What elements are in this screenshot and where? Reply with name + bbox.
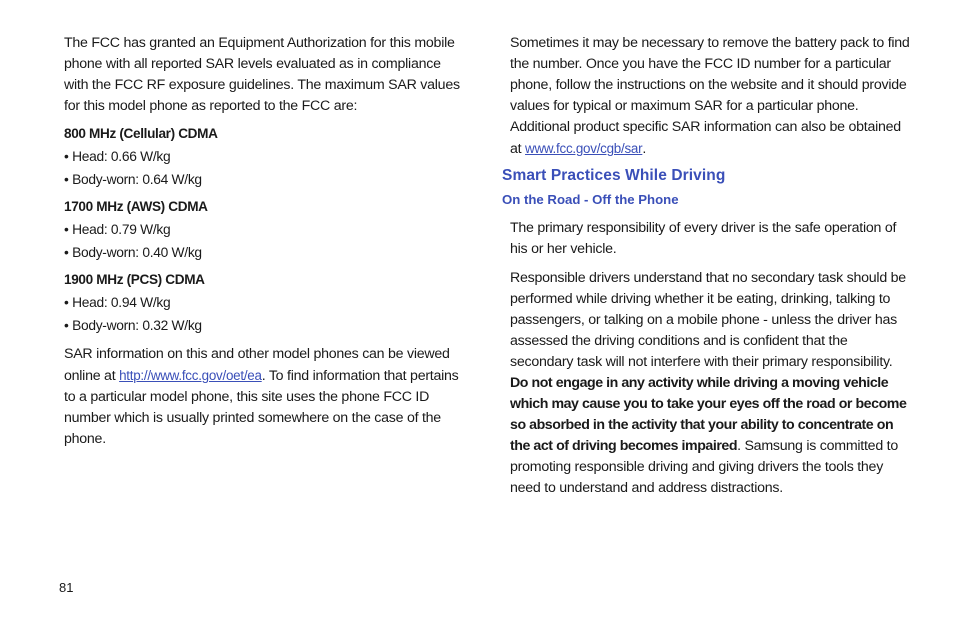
- fcc-cgb-sar-link[interactable]: www.fcc.gov/cgb/sar: [525, 141, 643, 156]
- right-column: [502, 33, 910, 499]
- fcc-intro-paragraph: The FCC has granted an Equipment Authorization for this mobile phone with all reported SAR levels evaluated as in compliance with the FCC RF exposure guidelines. The maximum SAR values for this model phone as reported to the FCC are:: [64, 35, 460, 114]
- responsible-drivers-text: Responsible drivers understand that no secondary task should be performed while driving whether it be eating, drinking, talking to passengers, or talking on a mobile phone - unless the driver has assessed the driving conditions and is confident that the secondary task will not interfere with their primary responsibility.: [510, 270, 906, 370]
- responsible-drivers-paragraph: [502, 268, 910, 499]
- spec-block-800: [64, 124, 460, 190]
- spec-head-value: • Head: 0.94 W/kg: [64, 295, 171, 310]
- spec-block-1900: [64, 270, 460, 336]
- spec-head-value: • Head: 0.66 W/kg: [64, 149, 171, 164]
- left-column: [64, 33, 460, 450]
- sar-info-text: SAR information on this and other model phones can be viewed online at: [64, 346, 450, 384]
- driver-responsibility-paragraph: The primary responsibility of every driver is the safe operation of his or her vehicle.: [510, 220, 897, 257]
- samsung-commitment-text: . Samsung is committed to promoting responsible driving and giving drivers the tools they need to understand and address distractions.: [510, 438, 898, 496]
- section-title: Smart Practices While Driving: [502, 167, 726, 184]
- spec-body-value: • Body-worn: 0.64 W/kg: [64, 172, 202, 187]
- spec-block-1700: [64, 197, 460, 263]
- spec-heading: 1900 MHz (PCS) CDMA: [64, 272, 205, 287]
- page-number: 81: [59, 580, 74, 595]
- driving-warning-bold: Do not engage in any activity while driving a moving vehicle which may cause you to take your eyes off the road or become so absorbed in the activity that your ability to concentrate on the act of driving becomes impaired: [510, 375, 907, 454]
- spec-head-value: • Head: 0.79 W/kg: [64, 222, 171, 237]
- battery-paragraph: [502, 33, 910, 160]
- subsection-title: On the Road - Off the Phone: [502, 192, 679, 207]
- fcc-oet-link[interactable]: http://www.fcc.gov/oet/ea: [119, 368, 262, 383]
- sar-info-paragraph: [64, 344, 460, 450]
- battery-text: Sometimes it may be necessary to remove the battery pack to find the number. Once you have the FCC ID number for a particular phone, follow the instructions on the website and it should provide values for typical or maximum SAR for a particular phone. Additional product specific SAR information can also be obtained at: [510, 35, 910, 157]
- sar-info-text-continued: . To find information that pertains to a particular model phone, this site uses the phone FCC ID number which is usually printed somewhere on the case of the phone.: [64, 368, 459, 447]
- battery-text-end: .: [642, 141, 647, 157]
- spec-heading: 1700 MHz (AWS) CDMA: [64, 199, 208, 214]
- spec-body-value: • Body-worn: 0.32 W/kg: [64, 318, 202, 333]
- spec-body-value: • Body-worn: 0.40 W/kg: [64, 245, 202, 260]
- spec-heading: 800 MHz (Cellular) CDMA: [64, 126, 218, 141]
